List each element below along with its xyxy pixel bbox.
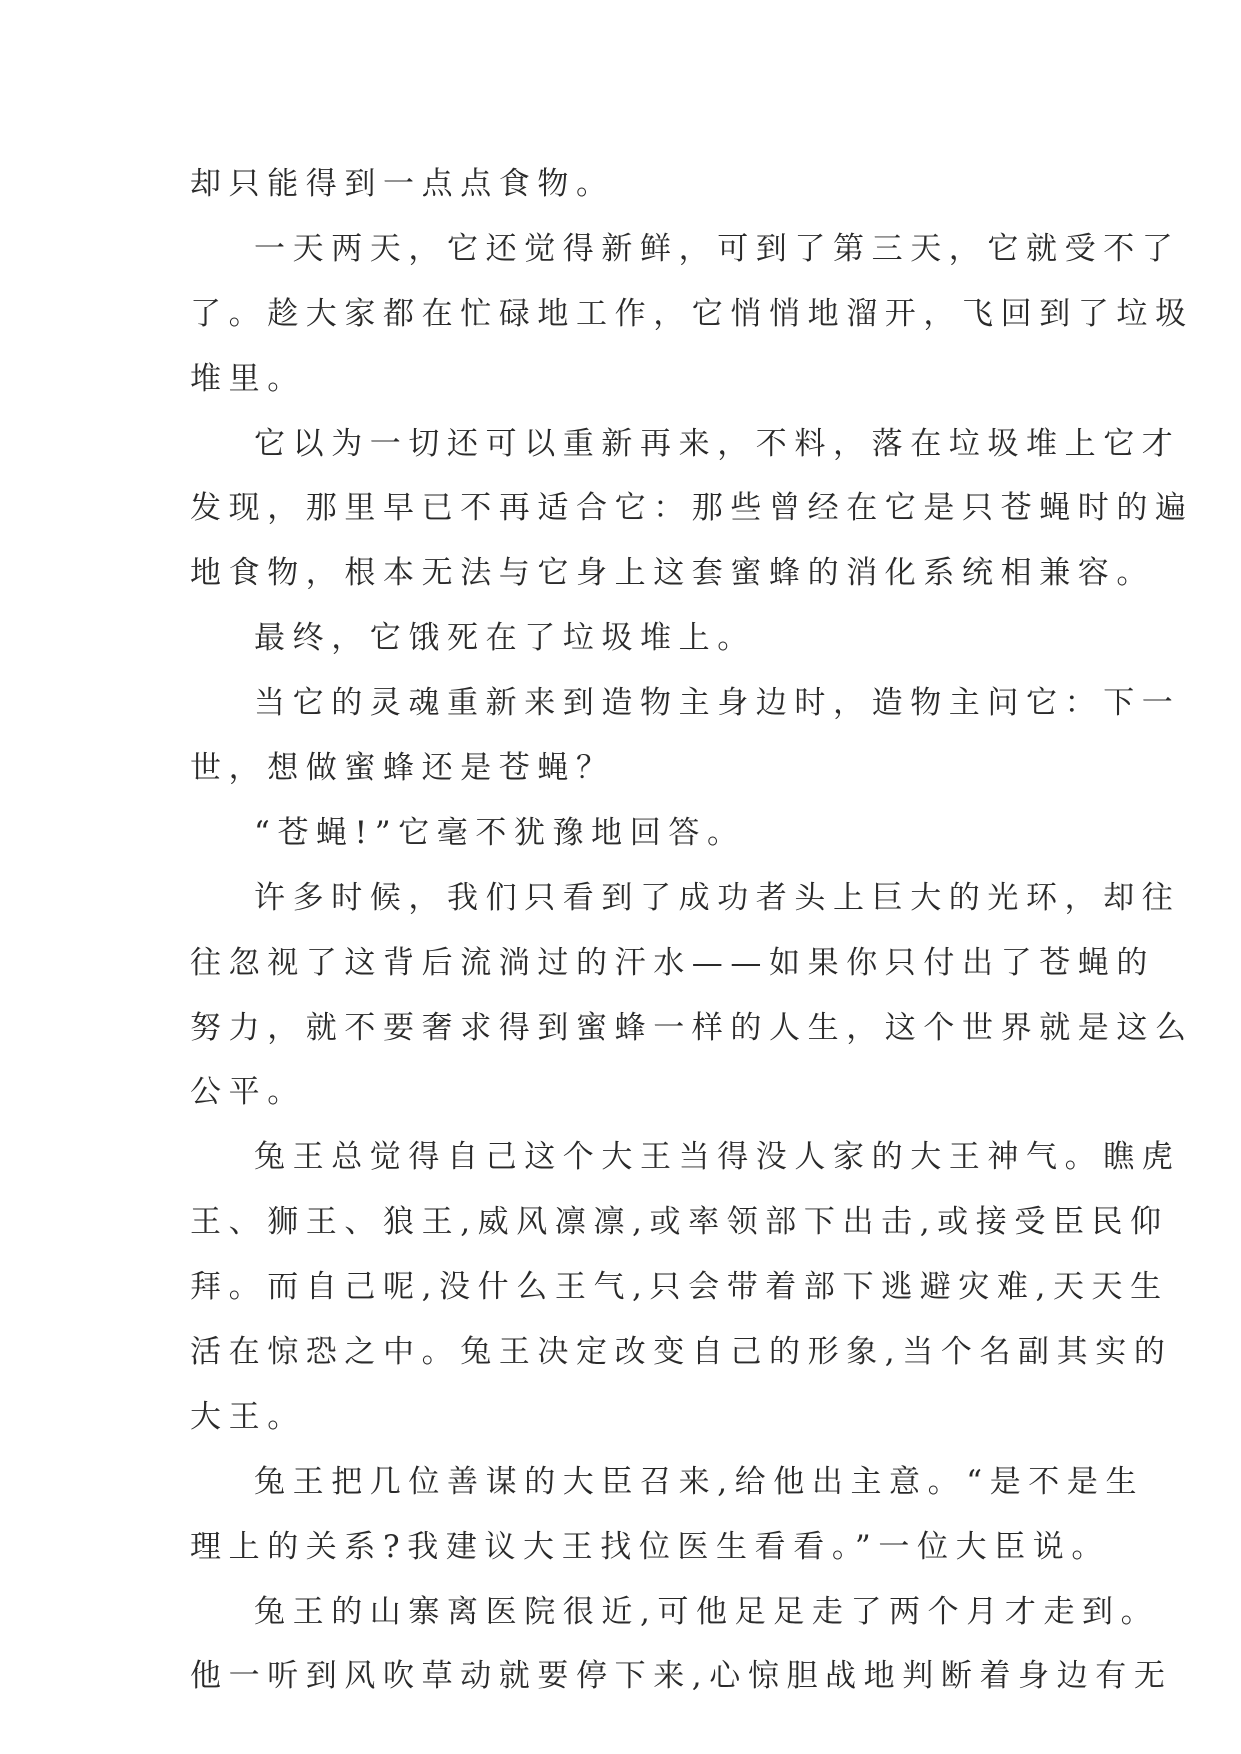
text-line: 大王。 <box>190 1398 306 1435</box>
text-line: 地食物，根本无法与它身上这套蜜蜂的消化系统相兼容。 <box>190 555 1155 592</box>
text-line: 最终，它饿死在了垃圾堆上。 <box>254 620 756 657</box>
text-line: 努力，就不要奢求得到蜜蜂一样的人生，这个世界就是这么 <box>190 1009 1194 1046</box>
text-line: 许多时候，我们只看到了成功者头上巨大的光环，却往 <box>254 879 1181 916</box>
text-line: “苍蝇!”它毫不犹豫地回答。 <box>254 814 746 851</box>
text-line: 拜。而自己呢,没什么王气,只会带着部下逃避灾难,天天生 <box>190 1269 1169 1306</box>
text-line: 往忽视了这背后流淌过的汗水——如果你只付出了苍蝇的 <box>190 944 1155 981</box>
text-line: 了。趁大家都在忙碌地工作，它悄悄地溜开，飞回到了垃圾 <box>190 295 1194 332</box>
text-line: 世，想做蜜蜂还是苍蝇？ <box>190 750 615 787</box>
text-line: 兔王总觉得自己这个大王当得没人家的大王神气。瞧虎 <box>254 1139 1181 1176</box>
text-line: 堆里。 <box>190 360 306 397</box>
text-line: 却只能得到一点点食物。 <box>190 166 615 202</box>
text-line: 兔王把几位善谋的大臣召来,给他出主意。“是不是生 <box>254 1463 1145 1500</box>
text-line: 当它的灵魂重新来到造物主身边时，造物主问它：下一 <box>254 685 1181 722</box>
text-line: 发现，那里早已不再适合它：那些曾经在它是只苍蝇时的遍 <box>190 490 1194 527</box>
text-line: 兔王的山寨离医院很近,可他足足走了两个月才走到。 <box>254 1593 1160 1630</box>
text-line: 它以为一切还可以重新再来，不料，落在垃圾堆上它才 <box>254 425 1181 462</box>
text-line: 他一听到风吹草动就要停下来,心惊胆战地判断着身边有无 <box>190 1658 1173 1695</box>
text-line: 王、狮王、狼王,威风凛凛,或率领部下出击,或接受臣民仰 <box>190 1204 1169 1241</box>
text-line: 活在惊恐之中。兔王决定改变自己的形象,当个名副其实的 <box>190 1334 1173 1371</box>
body-text <box>190 152 1194 1709</box>
text-line: 理上的关系?我建议大王找位医生看看。”一位大臣说。 <box>190 1528 1110 1565</box>
text-line: 公平。 <box>190 1074 306 1111</box>
text-line: 一天两天，它还觉得新鲜，可到了第三天，它就受不了 <box>254 230 1181 267</box>
